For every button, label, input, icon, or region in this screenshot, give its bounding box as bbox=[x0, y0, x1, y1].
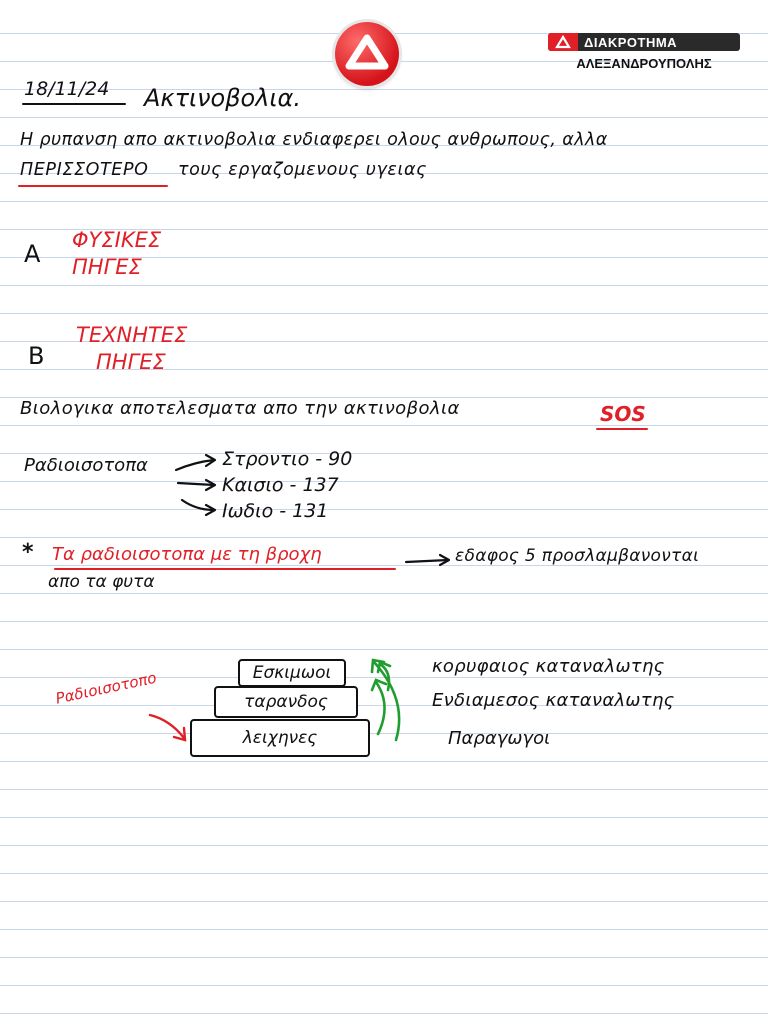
chain-bottom-box: λειχηνες bbox=[190, 719, 370, 757]
section-b-title-1: ΤΕΧΝΗΤΕΣ bbox=[76, 323, 188, 347]
intro-emphasis: ΠΕΡΙΣΣΟΤΕΡΟ bbox=[20, 160, 149, 180]
section-a-title-1: ΦΥΣΙΚΕΣ bbox=[72, 228, 162, 252]
section-b-letter: B bbox=[28, 342, 45, 370]
arrow-right-icon bbox=[178, 483, 214, 485]
rain-emphasis: Τα ραδιοισοτοπα με τη βροχη bbox=[52, 544, 322, 565]
asterisk-mark: * bbox=[22, 540, 34, 565]
arrow-right-icon bbox=[182, 500, 214, 510]
section-b-title-2: ΠΗΓΕΣ bbox=[96, 350, 166, 374]
isotope-item: Στροντιο - 90 bbox=[222, 448, 353, 470]
chain-middle-box: ταρανδος bbox=[214, 686, 358, 718]
brand-city: ΑΛΕΞΑΝΔΡΟΥΠΟΛΗΣ bbox=[576, 56, 712, 71]
chain-top-box: Εσκιμωοι bbox=[238, 659, 346, 687]
rain-line: εδαφος 5 προσλαμβανονται bbox=[455, 546, 700, 566]
red-arrow-icon bbox=[150, 715, 184, 738]
chain-input-label: Ραδιοισοτοπο bbox=[54, 668, 159, 708]
rain-line-2: απο τα φυτα bbox=[48, 572, 155, 592]
chain-role-middle: Ενδιαμεσος καταναλωτης bbox=[432, 690, 675, 711]
chain-role-bottom: Παραγωγοι bbox=[448, 728, 551, 749]
note-date: 18/11/24 bbox=[24, 78, 110, 100]
green-arrow-icon bbox=[376, 682, 385, 734]
chain-role-top: κορυφαιος καταναλωτης bbox=[432, 656, 665, 677]
isotope-label: Ραδιοισοτοπα bbox=[24, 455, 148, 476]
intro-line-2: τους εργαζομενους υγειας bbox=[178, 160, 427, 180]
isotope-item: Ιωδιο - 131 bbox=[222, 500, 329, 522]
sos-label: SOS bbox=[600, 402, 646, 426]
section-a-letter: A bbox=[24, 240, 41, 268]
bio-effects-line: Βιολογικα αποτελεσματα απο την ακτινοβολια bbox=[20, 398, 460, 419]
isotope-item: Καισιο - 137 bbox=[222, 474, 339, 496]
section-a-title-2: ΠΗΓΕΣ bbox=[72, 255, 142, 279]
brand-name: ΔΙΑΚΡΟΤΗΜΑ bbox=[584, 34, 678, 50]
note-title: Ακτινοβολια. bbox=[144, 84, 301, 112]
intro-line-1: Η ρυπανση απο ακτινοβολια ενδιαφερει ολους ανθρωπους, αλλα bbox=[20, 130, 608, 150]
arrow-right-icon bbox=[406, 560, 448, 562]
